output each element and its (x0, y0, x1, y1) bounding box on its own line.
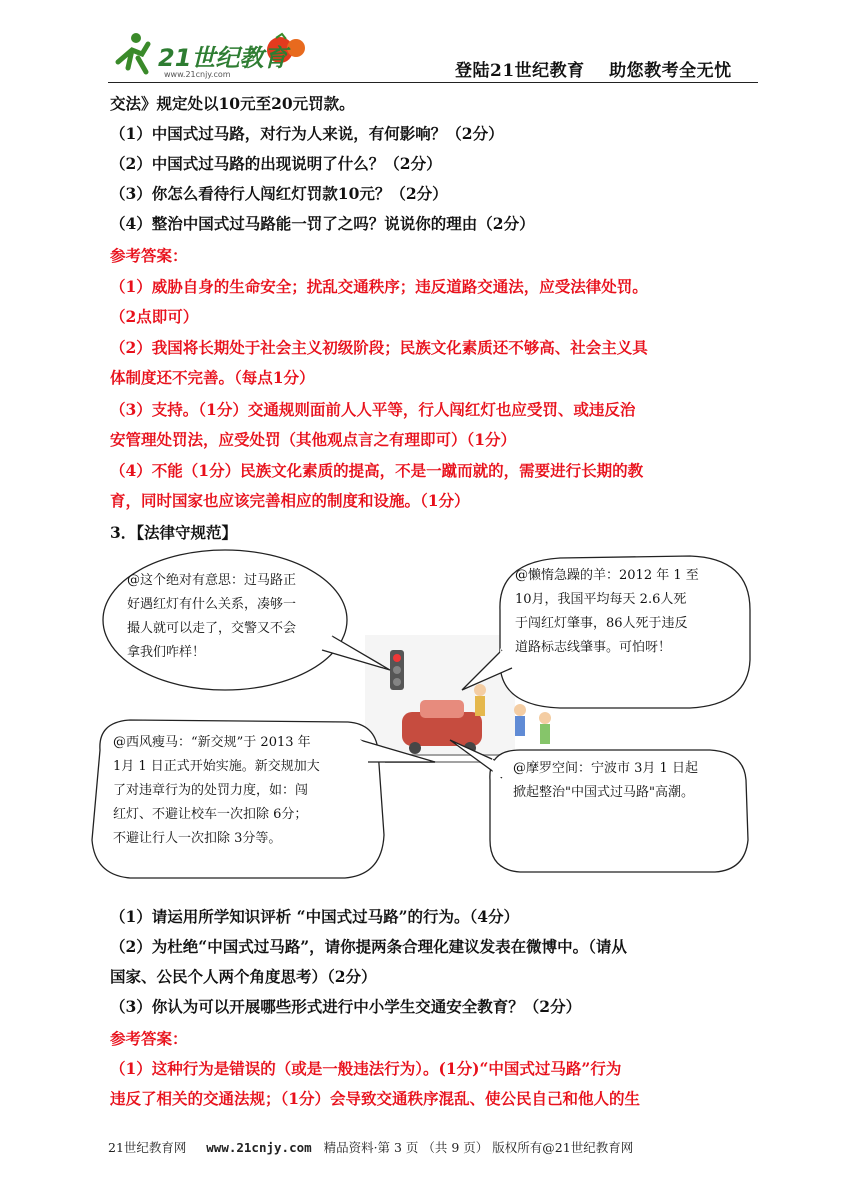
question-1: （1）中国式过马路，对行为人来说，有何影响？（2分） (110, 124, 504, 143)
s3-answer-1-line-1: （1）这种行为是错误的（或是一般违法行为）。(1分)“中国式过马路”行为 (110, 1059, 622, 1078)
bubble-1-line-1: @这个绝对有意思：过马路正 (127, 573, 297, 588)
bubble-2-line-3: 于闯红灯肇事，86人死于违反 (515, 616, 688, 631)
answer-4-line-1: （4）不能（1分）民族文化素质的提高，不是一蹴而就的，需要进行长期的教 (110, 461, 644, 480)
s3-question-3: （3）你认为可以开展哪些形式进行中小学生交通安全教育？（2分） (110, 997, 582, 1016)
footer-url[interactable]: www.21cnjy.com (206, 1140, 312, 1155)
bubble-1-text (127, 569, 296, 665)
s3-question-2-line-2: 国家、公民个人两个角度思考）（2分） (110, 967, 377, 986)
section-3-heading: 3．【法律守规范】 (110, 523, 238, 542)
bubble-3-line-3: 了对违章行为的处罚力度，如：闯 (113, 783, 309, 798)
intro-text: 交法》规定处以10元至20元罚款。 (110, 94, 355, 113)
pedestrian-icon (474, 684, 486, 696)
answer-1-line-2: （2点即可） (110, 307, 199, 326)
site-logo (108, 28, 308, 80)
bubble-3-line-2: 1月 1 日正式开始实施。新交规加大 (113, 759, 320, 774)
page-footer (108, 1138, 633, 1156)
s3-answer-1-line-2: 违反了相关的交通法规；（1分）会导致交通秩序混乱、使公民自己和他人的生 (110, 1089, 641, 1108)
bubble-2-text (515, 564, 699, 660)
answer-2-line-1: （2）我国将长期处于社会主义初级阶段；民族文化素质还不够高、社会主义具 (110, 338, 648, 357)
s3-question-2-line-1: （2）为杜绝“中国式过马路”，请你提两条合理化建议发表在微博中。（请从 (110, 937, 627, 956)
answer-3-line-2: 安管理处罚法，应受处罚（其他观点言之有理即可）（1分） (110, 430, 517, 449)
logo-text: 21世纪教育 (158, 44, 288, 72)
runner-icon (118, 33, 148, 72)
bubble-3-line-1: @西风瘦马：“新交规”于 2013 年 (113, 735, 311, 750)
bubble-2-line-2: 10月，我国平均每天 2.6人死 (515, 592, 687, 607)
bubble-1-line-2: 好遇红灯有什么关系，凑够一 (127, 597, 297, 612)
bubble-3-line-5: 不避让行人一次扣除 3分等。 (113, 831, 282, 846)
question-3: （3）你怎么看待行人闯红灯罚款10元？（2分） (110, 184, 448, 203)
logo-subtext: www.21cnjy.com (164, 70, 231, 79)
s3-answer-label: 参考答案： (110, 1029, 188, 1048)
bubble-2-line-4: 道路标志线肇事。可怕呀！ (515, 640, 672, 655)
bubble-4-line-2: 掀起整治"中国式过马路"高潮。 (513, 785, 694, 800)
answer-4-line-2: 育，同时国家也应该完善相应的制度和设施。（1分） (110, 491, 470, 510)
bubble-4-line-1: @摩罗空间：宁波市 3月 1 日起 (513, 761, 698, 776)
s3-question-1: （1）请运用所学知识评析 “中国式过马路”的行为。（4分） (110, 907, 520, 926)
header-slogan: 登陆21世纪教育 助您教考全无忧 (455, 61, 732, 81)
question-2: （2）中国式过马路的出现说明了什么？（2分） (110, 154, 442, 173)
answer-2-line-2: 体制度还不完善。（每点1分） (110, 368, 315, 387)
bubble-2-line-1: @懒惰急躁的羊：2012 年 1 至 (515, 568, 699, 583)
header-divider (108, 82, 758, 83)
bubble-1-line-3: 撮人就可以走了，交警又不会 (127, 621, 297, 636)
footer-page-info: 精品资料·第 3 页 （共 9 页） 版权所有@21世纪教育网 (323, 1140, 634, 1155)
bubble-1-line-4: 拿我们咋样！ (127, 645, 206, 660)
bubble-3-text (113, 731, 320, 851)
bubble-4-text (513, 757, 698, 805)
answer-3-line-1: （3）支持。（1分）交通规则面前人人平等，行人闯红灯也应受罚、或违反治 (110, 400, 636, 419)
answer-label: 参考答案： (110, 246, 188, 265)
answer-1-line-1: （1）威胁自身的生命安全；扰乱交通秩序；违反道路交通法，应受法律处罚。 (110, 277, 648, 296)
bubble-3-line-4: 红灯、不避让校车一次扣除 6分； (113, 807, 308, 822)
question-4: （4）整治中国式过马路能一罚了之吗？说说你的理由（2分） (110, 214, 535, 233)
footer-site-name: 21世纪教育网 (108, 1140, 187, 1155)
